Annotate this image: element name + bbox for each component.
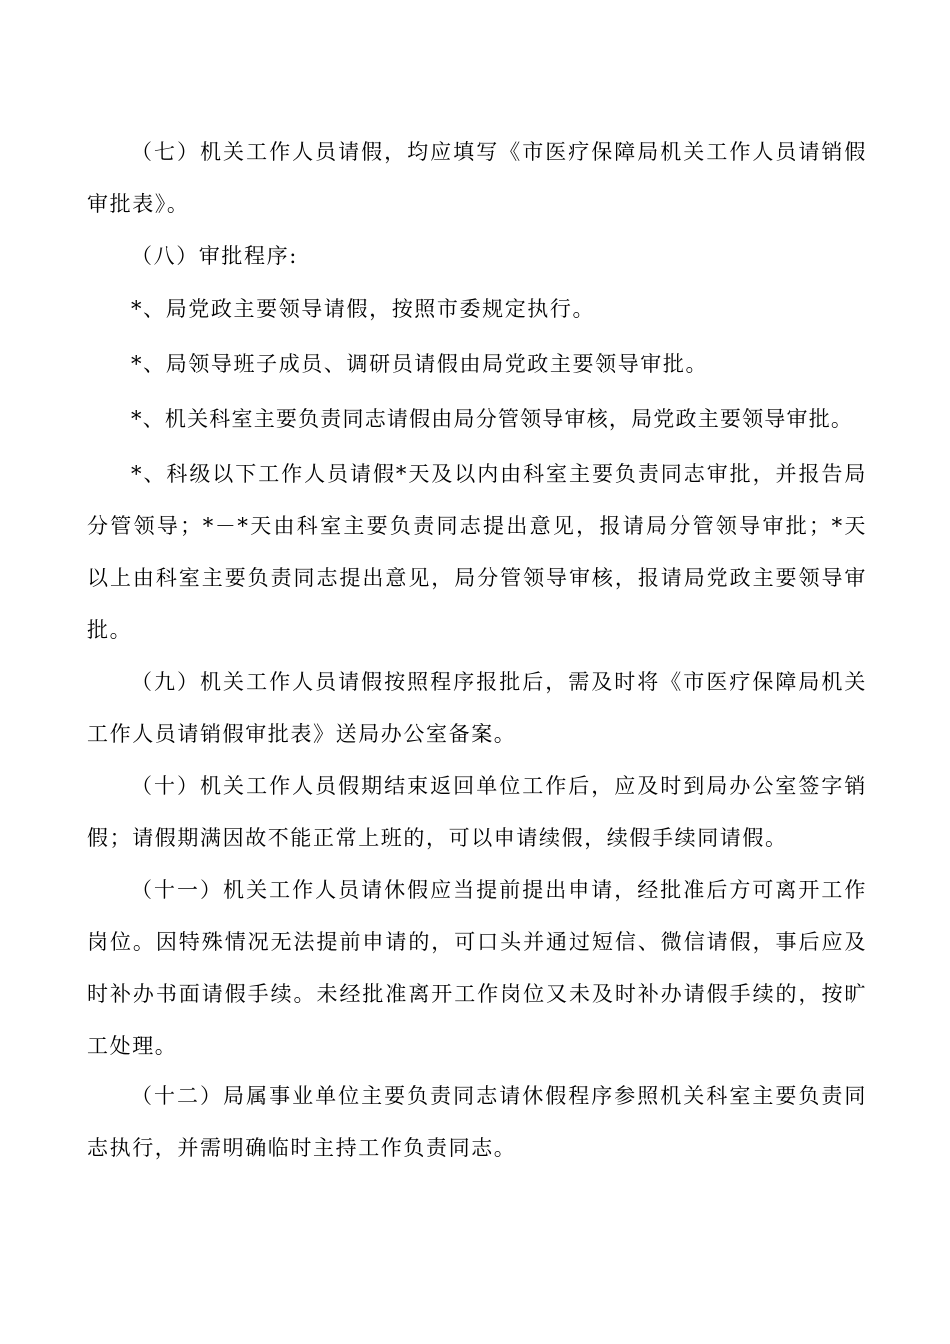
paragraph-approval-procedure: （八）审批程序:	[131, 244, 298, 268]
paragraph-filing: （九）机关工作人员请假按照程序报批后，需及时将《市医疗保障局机关工作人员请销假审批表》送局办公室备案。	[87, 670, 867, 746]
paragraph-leave-form: （七）机关工作人员请假，均应填写《市医疗保障局机关工作人员请销假审批表》。	[87, 140, 867, 216]
paragraph-section-heads: *、机关科室主要负责同志请假由局分管领导审核，局党政主要领导审批。	[131, 407, 854, 431]
paragraph-staff-below-section: *、科级以下工作人员请假*天及以内由科室主要负责同志审批，并报告局分管领导；*－*天由科室主要负责同志提出意见，报请局分管领导审批；*天以上由科室主要负责同志提出意见，局分管领导审核，报请局党政主要领导审批。	[87, 462, 867, 642]
paragraph-affiliated-units: （十二）局属事业单位主要负责同志请休假程序参照机关科室主要负责同志执行，并需明确临时主持工作负责同志。	[87, 1084, 867, 1160]
paragraph-return-from-leave: （十）机关工作人员假期结束返回单位工作后，应及时到局办公室签字销假；请假期满因故不能正常上班的，可以申请续假，续假手续同请假。	[87, 774, 867, 850]
paragraph-leadership-team: *、局领导班子成员、调研员请假由局党政主要领导审批。	[131, 352, 709, 376]
paragraph-advance-application: （十一）机关工作人员请休假应当提前提出申请，经批准后方可离开工作岗位。因特殊情况无法提前申请的，可口头并通过短信、微信请假，事后应及时补办书面请假手续。未经批准离开工作岗位又未及时补办请假手续的，按旷工处理。	[87, 878, 867, 1058]
paragraph-party-leaders: *、局党政主要领导请假，按照市委规定执行。	[131, 297, 596, 321]
